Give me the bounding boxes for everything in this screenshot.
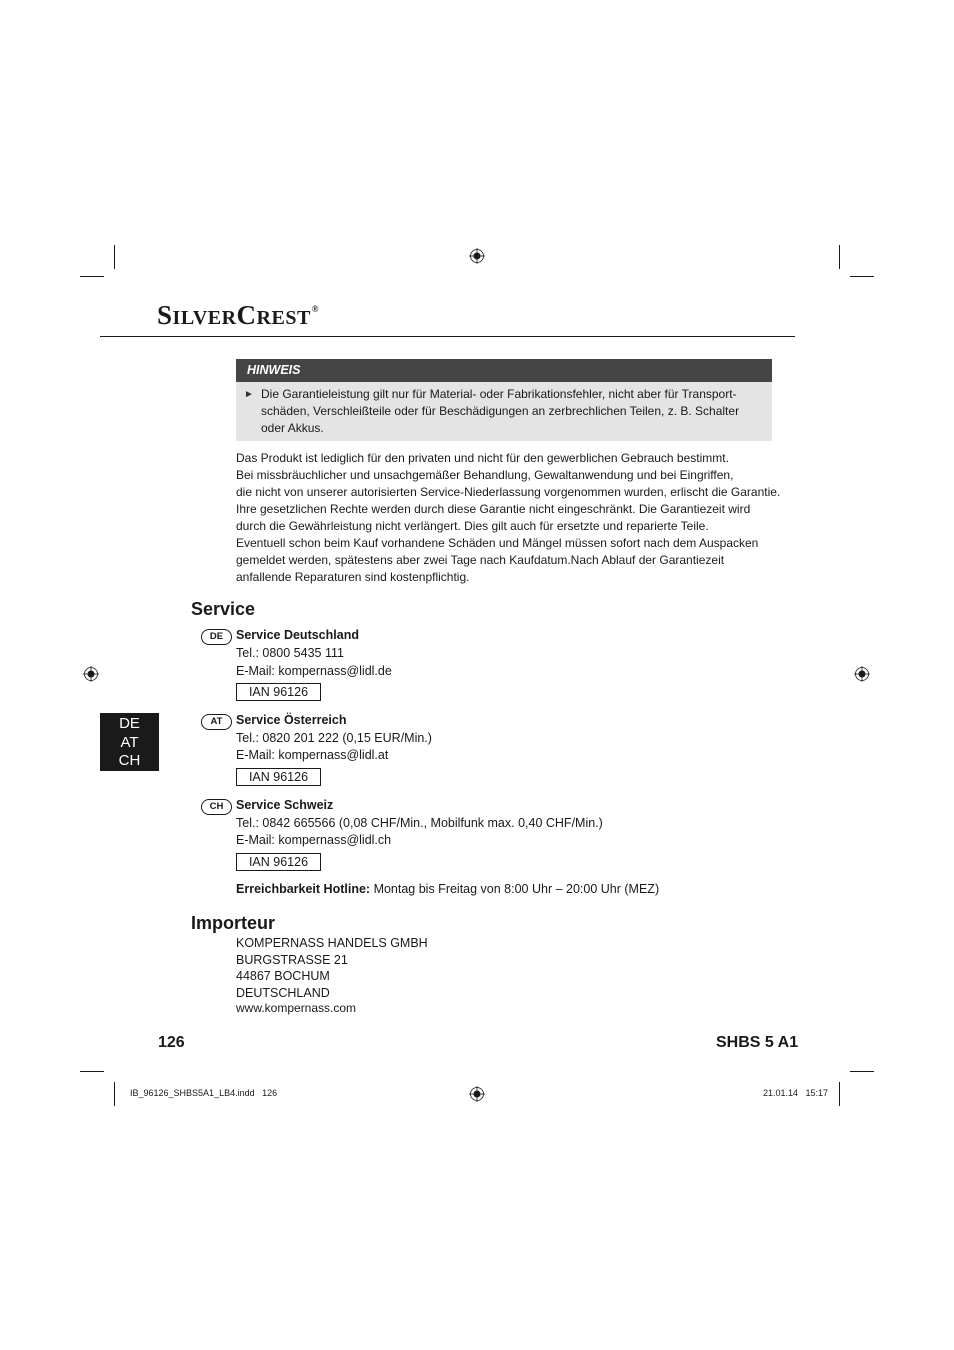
note-line: oder Akkus. xyxy=(261,421,324,435)
language-tab xyxy=(100,713,159,771)
note-box xyxy=(236,382,772,441)
crop-mark xyxy=(839,245,840,269)
warranty-line: Das Produkt ist lediglich für den privaten und nicht für den gewerblichen Gebrauch bestimmt. xyxy=(236,451,729,465)
warranty-line: anfallende Reparaturen sind kostenpflichtig. xyxy=(236,570,470,584)
language-tab-line: DE xyxy=(119,715,140,732)
crop-mark xyxy=(114,1082,115,1106)
service-title: Service Deutschland xyxy=(236,628,359,642)
service-title: Service Schweiz xyxy=(236,798,334,812)
service-tel: Tel.: 0800 5435 111 xyxy=(236,646,344,660)
registration-mark-icon xyxy=(854,666,870,682)
language-tab-line: AT xyxy=(120,733,139,751)
service-email: E-Mail: kompernass@lidl.de xyxy=(236,664,392,678)
crop-mark xyxy=(850,1071,874,1072)
service-tel: Tel.: 0820 201 222 (0,15 EUR/Min.) xyxy=(236,731,432,745)
warranty-line: die nicht von unserer autorisierten Service-Niederlassung vorgenommen wurden, erlischt die Garantie. xyxy=(236,485,781,499)
crop-mark xyxy=(114,245,115,269)
importer-heading: Importeur xyxy=(191,913,276,933)
note-heading xyxy=(236,359,772,382)
warranty-line: Bei missbräuchlicher und unsachgemäßer Behandlung, Gewaltanwendung und bei Eingriffen, xyxy=(236,468,734,482)
note-heading-text: HINWEIS xyxy=(247,363,301,377)
registration-mark-icon xyxy=(469,1086,485,1102)
service-email: E-Mail: kompernass@lidl.at xyxy=(236,748,389,762)
model-number: SHBS 5 A1 xyxy=(716,1034,799,1051)
address-line: BURGSTRASSE 21 xyxy=(236,953,348,967)
header-rule xyxy=(100,336,795,337)
registration-mark-icon xyxy=(83,666,99,682)
service-tel: Tel.: 0842 665566 (0,08 CHF/Min., Mobilfunk max. 0,40 CHF/Min.) xyxy=(236,816,603,830)
arrow-right-icon: ► xyxy=(244,389,254,400)
note-line: schäden, Verschleißteile oder für Beschädigungen an zerbrechlichen Teilen, z. B. Schalter xyxy=(261,404,740,418)
crop-mark xyxy=(80,276,104,277)
print-slug-file: IB_96126_SHBS5A1_LB4.indd 126 xyxy=(130,1088,278,1098)
service-title: Service Österreich xyxy=(236,713,347,727)
country-code-badge: DE xyxy=(201,629,232,645)
brand-logo: SILVERCREST® xyxy=(157,300,320,330)
country-code-badge: AT xyxy=(201,714,232,730)
warranty-line: gemeldet werden, spätestens aber zwei Tage nach Kaufdatum.Nach Ablauf der Garantiezeit xyxy=(236,553,725,567)
note-line: Die Garantieleistung gilt nur für Material- oder Fabrikationsfehler, nicht aber für Transport- xyxy=(261,387,737,401)
ian-box: IAN 96126 xyxy=(236,853,321,871)
address-line: DEUTSCHLAND xyxy=(236,986,330,1000)
warranty-line: Ihre gesetzlichen Rechte werden durch diese Garantie nicht eingeschränkt. Die Garantiezeit wird xyxy=(236,502,751,516)
registration-mark-icon xyxy=(469,248,485,264)
print-slug-date: 21.01.14 15:17 xyxy=(763,1088,829,1098)
hotline-label: Erreichbarkeit Hotline: xyxy=(236,882,371,896)
warranty-line: durch die Gewährleistung nicht verlängert. Dies gilt auch für ersetzte und reparierte Teile. xyxy=(236,519,709,533)
service-heading: Service xyxy=(191,599,256,619)
crop-mark xyxy=(850,276,874,277)
ian-box: IAN 96126 xyxy=(236,768,321,786)
ian-box: IAN 96126 xyxy=(236,683,321,701)
service-email: E-Mail: kompernass@lidl.ch xyxy=(236,833,392,847)
hotline-text: Montag bis Freitag von 8:00 Uhr – 20:00 Uhr (MEZ) xyxy=(373,882,660,896)
crop-mark xyxy=(80,1071,104,1072)
page-number: 126 xyxy=(158,1034,185,1051)
warranty-line: Eventuell schon beim Kauf vorhandene Schäden und Mängel müssen sofort nach dem Auspacken xyxy=(236,536,759,550)
language-tab-line: CH xyxy=(118,752,141,769)
address-line: KOMPERNASS HANDELS GMBH xyxy=(236,936,428,950)
address-line: 44867 BOCHUM xyxy=(236,969,330,983)
website-link: www.kompernass.com xyxy=(236,1001,357,1015)
country-code-badge: CH xyxy=(201,799,232,815)
hotline-info xyxy=(236,882,659,896)
crop-mark xyxy=(839,1082,840,1106)
